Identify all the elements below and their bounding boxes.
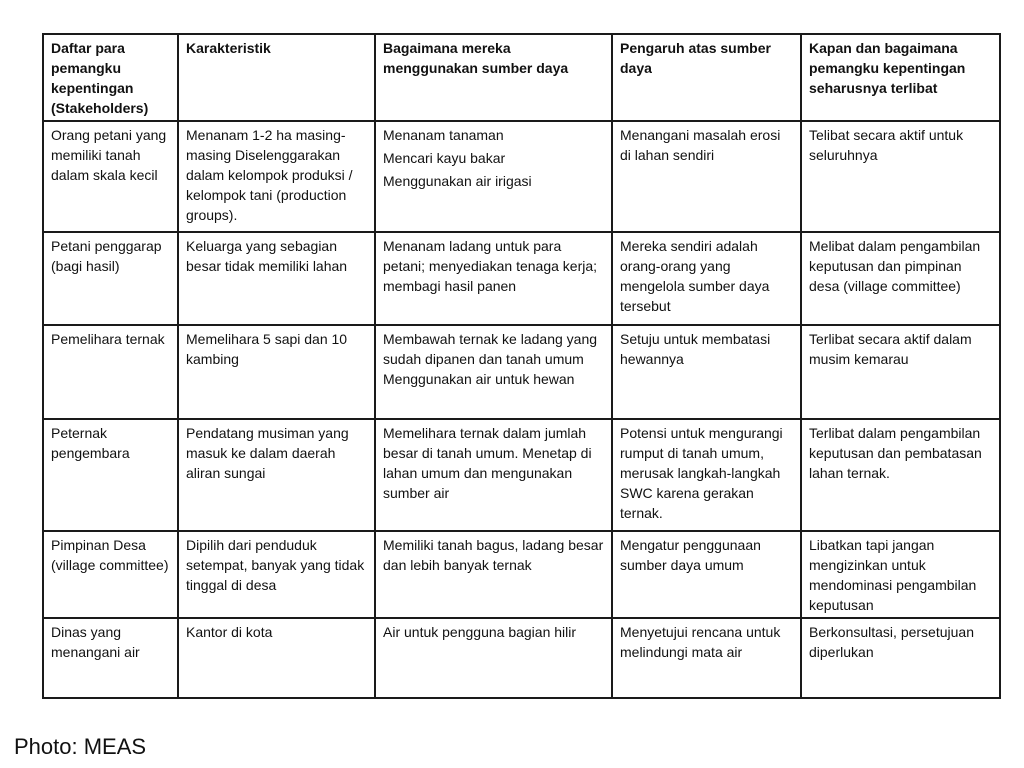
cell-penggunaan: Menanam ladang untuk para petani; menyediakan tenaga kerja; membagi hasil panen: [375, 232, 612, 325]
cell-karakteristik: Pendatang musiman yang masuk ke dalam daerah aliran sungai: [178, 419, 375, 531]
cell-keterlibatan: Terlibat dalam pengambilan keputusan dan pembatasan lahan ternak.: [801, 419, 1000, 531]
table-row: [43, 232, 1000, 325]
cell-pengaruh: Mereka sendiri adalah orang-orang yang mengelola sumber daya tersebut: [612, 232, 801, 325]
cell-pengaruh: Setuju untuk membatasi hewannya: [612, 325, 801, 419]
cell-keterlibatan: Terlibat secara aktif dalam musim kemarau: [801, 325, 1000, 419]
cell-stakeholder: Petani penggarap (bagi hasil): [43, 232, 178, 325]
header-pengaruh: Pengaruh atas sumber daya: [612, 34, 801, 121]
cell-keterlibatan: Libatkan tapi jangan mengizinkan untuk mendominasi pengambilan keputusan: [801, 531, 1000, 618]
cell-pengaruh: Mengatur penggunaan sumber daya umum: [612, 531, 801, 618]
usage-line: Menggunakan air irigasi: [383, 173, 532, 189]
table-row: [43, 325, 1000, 419]
cell-penggunaan: Memelihara ternak dalam jumlah besar di tanah umum. Menetap di lahan umum dan mengunakan sumber air: [375, 419, 612, 531]
cell-stakeholder: Pemelihara ternak: [43, 325, 178, 419]
cell-penggunaan: Membawah ternak ke ladang yang sudah dipanen dan tanah umum Menggunakan air untuk hewan: [375, 325, 612, 419]
cell-karakteristik: Dipilih dari penduduk setempat, banyak yang tidak tinggal di desa: [178, 531, 375, 618]
cell-stakeholder: Peternak pengembara: [43, 419, 178, 531]
cell-pengaruh: Menangani masalah erosi di lahan sendiri: [612, 121, 801, 232]
cell-karakteristik: Memelihara 5 sapi dan 10 kambing: [178, 325, 375, 419]
header-karakteristik: Karakteristik: [178, 34, 375, 121]
cell-penggunaan: Air untuk pengguna bagian hilir: [375, 618, 612, 698]
cell-penggunaan: Memiliki tanah bagus, ladang besar dan lebih banyak ternak: [375, 531, 612, 618]
table-row: [43, 618, 1000, 698]
cell-penggunaan: [375, 121, 612, 232]
cell-pengaruh: Menyetujui rencana untuk melindungi mata air: [612, 618, 801, 698]
cell-keterlibatan: Melibat dalam pengambilan keputusan dan pimpinan desa (village committee): [801, 232, 1000, 325]
cell-pengaruh: Potensi untuk mengurangi rumput di tanah umum, merusak langkah-langkah SWC karena gerakan ternak.: [612, 419, 801, 531]
header-stakeholders: Daftar para pemangku kepentingan (Stakeholders): [43, 34, 178, 121]
header-penggunaan: Bagaimana mereka menggunakan sumber daya: [375, 34, 612, 121]
cell-stakeholder: Pimpinan Desa (village committee): [43, 531, 178, 618]
cell-karakteristik: Keluarga yang sebagian besar tidak memiliki lahan: [178, 232, 375, 325]
usage-line: Menanam tanaman: [383, 127, 504, 143]
table-row: [43, 419, 1000, 531]
cell-stakeholder: Dinas yang menangani air: [43, 618, 178, 698]
table-row: [43, 121, 1000, 232]
header-keterlibatan: Kapan dan bagaimana pemangku kepentingan seharusnya terlibat: [801, 34, 1000, 121]
cell-stakeholder: Orang petani yang memiliki tanah dalam skala kecil: [43, 121, 178, 232]
stakeholder-table: [42, 33, 1001, 699]
cell-karakteristik: Kantor di kota: [178, 618, 375, 698]
table-row: [43, 531, 1000, 618]
usage-line: Mencari kayu bakar: [383, 150, 506, 166]
photo-credit-caption: Photo: MEAS: [14, 734, 147, 759]
cell-keterlibatan: Berkonsultasi, persetujuan diperlukan: [801, 618, 1000, 698]
cell-karakteristik: Menanam 1-2 ha masing-masing Diselenggarakan dalam kelompok produksi / kelompok tani (production groups).: [178, 121, 375, 232]
cell-keterlibatan: Telibat secara aktif untuk seluruhnya: [801, 121, 1000, 232]
table-header-row: [43, 34, 1000, 121]
